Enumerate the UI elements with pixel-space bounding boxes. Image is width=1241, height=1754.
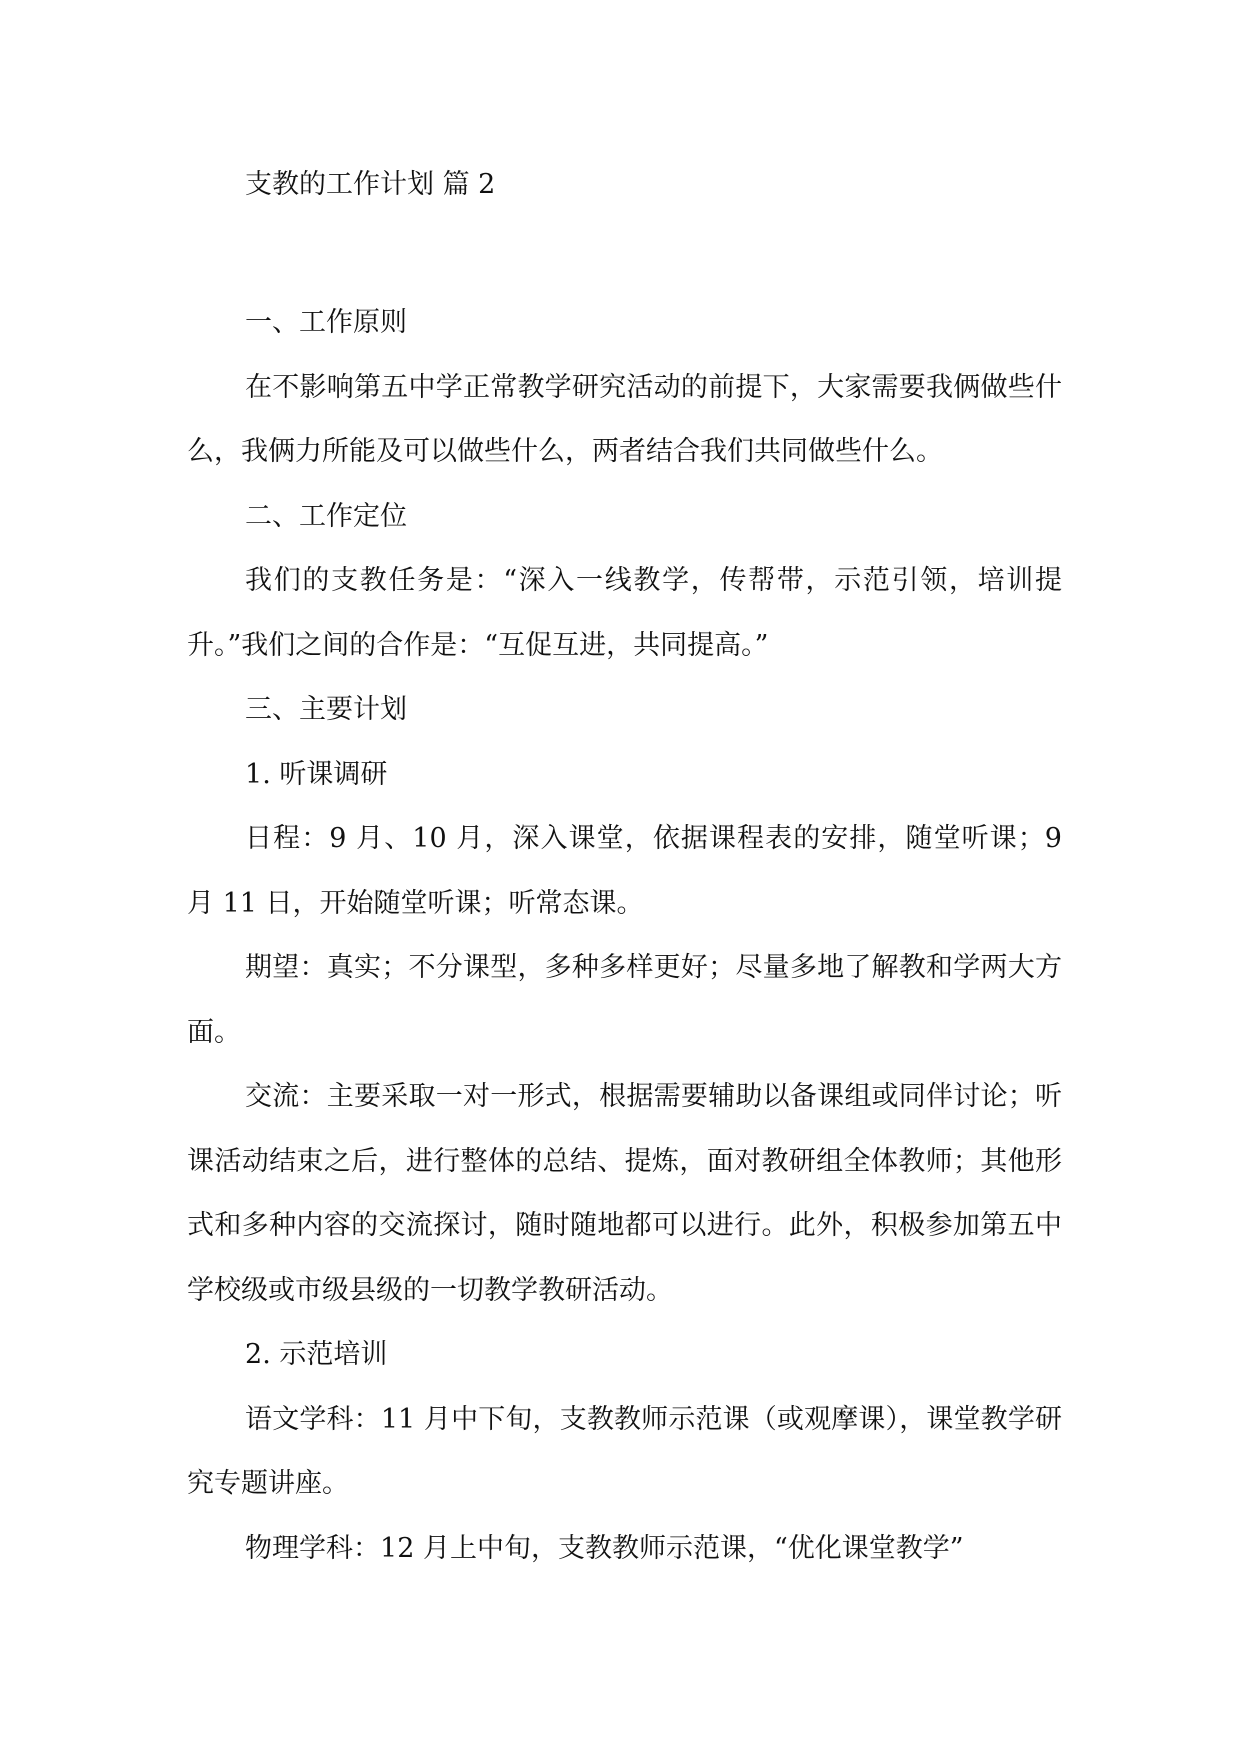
section-heading-positioning: 二、工作定位 [245, 500, 408, 532]
document-body [187, 291, 1062, 1581]
section-heading-plan: 三、主要计划 [245, 694, 408, 725]
section-heading-principles: 一、工作原则 [245, 307, 408, 338]
subheading-observation: 1. 听课调研 [245, 758, 388, 790]
paragraph-expectation: 期望：真实；不分课型，多种多样更好；尽量多地了解教和学两大方面。 [187, 952, 1062, 1048]
paragraph-schedule: 日程：9 月、10 月，深入课堂，依据课程表的安排，随堂听课；9 月 11 日，开始随堂听课；听常态课。 [187, 823, 1062, 919]
subheading-demonstration: 2. 示范培训 [245, 1339, 388, 1370]
document-title: 支教的工作计划 篇 2 [245, 169, 496, 200]
paragraph-communication: 交流：主要采取一对一形式，根据需要辅助以备课组或同伴讨论；听课活动结束之后，进行整体的总结、提炼，面对教研组全体教师；其他形式和多种内容的交流探讨，随时随地都可以进行。此外，积极参加第五中学校级或市级县级的一切教学教研活动。 [187, 1081, 1062, 1306]
paragraph-chinese-subject: 语文学科：11 月中下旬，支教教师示范课（或观摩课），课堂教学研究专题讲座。 [187, 1403, 1062, 1499]
paragraph-principles: 在不影响第五中学正常教学研究活动的前提下，大家需要我俩做些什么，我俩力所能及可以做些什么，两者结合我们共同做些什么。 [187, 371, 1062, 467]
paragraph-positioning: 我们的支教任务是：“深入一线教学，传帮带，示范引领，培训提升。”我们之间的合作是：“互促互进，共同提高。” [187, 565, 1062, 661]
paragraph-physics-subject: 物理学科：12 月上中旬，支教教师示范课，“优化课堂教学” [245, 1532, 964, 1564]
